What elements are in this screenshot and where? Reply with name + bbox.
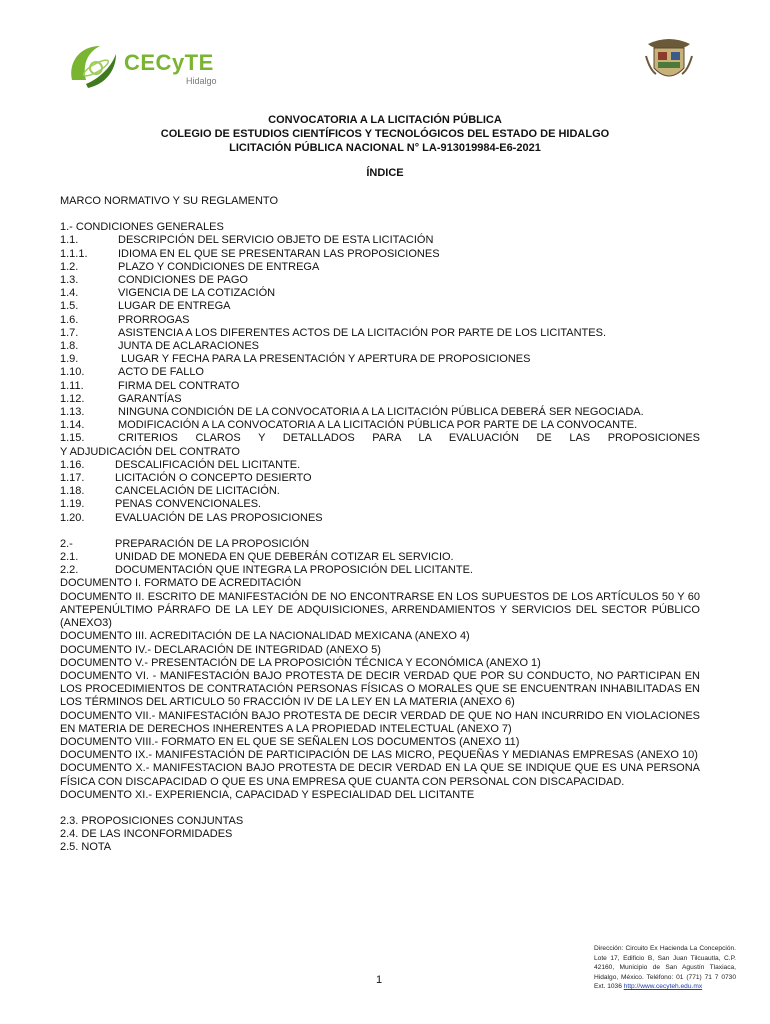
list-item: 2.4. DE LAS INCONFORMIDADES (60, 828, 233, 841)
item-text: NINGUNA CONDICIÓN DE LA CONVOCATORIA A LA LICITACIÓN PÚBLICA DEBERÁ SER NEGOCIADA. (118, 406, 644, 419)
page-number: 1 (376, 974, 383, 986)
item-text: LUGAR Y FECHA PARA LA PRESENTACIÓN Y APERTURA DE PROPOSICIONES (118, 353, 531, 366)
item-text: MODIFICACIÓN A LA CONVOCATORIA A LA LICITACIÓN PÚBLICA POR PARTE DE LA CONVOCANTE. (118, 419, 638, 432)
list-item-continuation: Y ADJUDICACIÓN DEL CONTRATO (60, 445, 240, 458)
item-text: FIRMA DEL CONTRATO (118, 379, 240, 392)
list-item (60, 327, 700, 340)
marco-normativo: MARCO NORMATIVO Y SU REGLAMENTO (60, 195, 278, 207)
list-item (60, 261, 700, 274)
list-item (60, 419, 700, 432)
item-text: DOCUMENTACIÓN QUE INTEGRA LA PROPOSICIÓN DEL LICITANTE. (115, 564, 473, 577)
item-text: PREPARACIÓN DE LA PROPOSICIÓN (115, 537, 310, 550)
document-item: DOCUMENTO VI. - MANIFESTACIÓN BAJO PROTESTA DE DECIR VERDAD QUE POR SU CONDUCTO, NO PARTICIPAN EN LOS PROCEDIMIENTOS DE CONTRATACIÓN PERSONAS FÍSICAS O MORALES QUE SE ENCUENTRAN INHABILITADAS EN LOS TÉRMINOS DEL ARTICULO 50 FRACCIÓN IV DE LA LEY EN LA MATERIA (ANEXO 6) (60, 669, 700, 709)
preparation-list (60, 538, 700, 578)
list-item (60, 300, 700, 313)
item-number: 1.19. (60, 498, 85, 511)
state-seal-icon (644, 36, 694, 90)
header-line-3: LICITACIÓN PÚBLICA NACIONAL N° LA-913019984-E6-2021 (229, 142, 541, 154)
item-number: 1.1.1. (60, 247, 88, 260)
document-item: DOCUMENTO X.- MANIFESTACION BAJO PROTESTA DE DECIR VERDAD EN LA QUE SE INDIQUE QUE ES UNA PERSONA FÍSICA CON DISCAPACIDAD O QUE ES UNA EMPRESA QUE CUANTA CON PERSONAL CON DISCAPACIDAD. (60, 762, 700, 788)
index-body (60, 195, 700, 855)
conditions-list-b (60, 459, 700, 525)
list-item (60, 472, 700, 485)
list-item (60, 551, 700, 564)
document-item: DOCUMENTO V.- PRESENTACIÓN DE LA PROPOSICIÓN TÉCNICA Y ECONÓMICA (ANEXO 1) (60, 656, 541, 669)
item-number: 1.8. (60, 340, 79, 353)
item-text: IDIOMA EN EL QUE SE PRESENTARAN LAS PROPOSICIONES (118, 247, 440, 260)
item-number: 2.2. (60, 564, 79, 577)
item-text: DESCRIPCIÓN DEL SERVICIO OBJETO DE ESTA LICITACIÓN (118, 234, 434, 247)
item-text: ASISTENCIA A LOS DIFERENTES ACTOS DE LA LICITACIÓN POR PARTE DE LOS LICITANTES. (118, 326, 607, 339)
document-item: DOCUMENTO IV.- DECLARACIÓN DE INTEGRIDAD (ANEXO 5) (60, 643, 381, 656)
item-number: 1.3. (60, 274, 79, 287)
list-item: 2.3. PROPOSICIONES CONJUNTAS (60, 814, 244, 827)
item-text: LICITACIÓN O CONCEPTO DESIERTO (115, 472, 312, 485)
list-item (60, 406, 700, 419)
final-list (60, 815, 700, 855)
list-item: 2.5. NOTA (60, 841, 112, 854)
conditions-list (60, 234, 700, 432)
document-item: DOCUMENTO VII.- MANIFESTACIÓN BAJO PROTESTA DE DECIR VERDAD DE QUE NO HAN INCURRIDO EN VIOLACIONES EN MATERIA DE DERECHOS INHERENTES A LA PROPIEDAD INTELECTUAL (ANEXO 7) (60, 709, 700, 735)
document-item: DOCUMENTO XI.- EXPERIENCIA, CAPACIDAD Y ESPECIALIDAD DEL LICITANTE (60, 788, 475, 801)
list-item (60, 485, 700, 498)
index-title: ÍNDICE (366, 167, 404, 179)
item-number: 1.18. (60, 485, 85, 498)
item-number: 1.7. (60, 326, 79, 339)
item-number: 1.16. (60, 458, 85, 471)
list-item (60, 287, 700, 300)
list-item (60, 512, 700, 525)
item-text: VIGENCIA DE LA COTIZACIÓN (118, 287, 276, 300)
item-number: 2.- (60, 537, 73, 550)
list-item (60, 353, 700, 366)
cecyte-logo (66, 40, 236, 92)
item-number: 2.1. (60, 551, 79, 564)
item-number: 1.17. (60, 472, 85, 485)
list-item (60, 314, 700, 327)
item-number: 1.4. (60, 287, 79, 300)
item-text: JUNTA DE ACLARACIONES (118, 340, 259, 353)
item-text: PLAZO Y CONDICIONES DE ENTREGA (118, 260, 320, 273)
item-text: DESCALIFICACIÓN DEL LICITANTE. (115, 458, 301, 471)
document-item: DOCUMENTO IX.- MANIFESTACIÓN DE PARTICIPACIÓN DE LAS MICRO, PEQUEÑAS Y MEDIANAS EMPRESAS (ANEXO 10) (60, 749, 698, 762)
item-number: 1.9. (60, 353, 79, 366)
list-item (60, 366, 700, 379)
document-header (60, 113, 710, 155)
item-text: LUGAR DE ENTREGA (118, 300, 231, 313)
item-text: ACTO DE FALLO (118, 366, 204, 379)
footer-address (594, 944, 736, 992)
item-number: 1.13. (60, 406, 85, 419)
list-item (60, 274, 700, 287)
address-text: Dirección: Circuito Ex Hacienda La Concepción. Lote 17, Edificio B, San Juan Tilcuautla, C.P. 42160, Municipio de San Agustín Tlaxiaca, Hidalgo, México. Teléfono: 01 (771) 71 7 0730 Ext. 1036 (594, 945, 736, 990)
item-number: 1.12. (60, 392, 85, 405)
documents-list (60, 577, 700, 801)
section-1-title: 1.- CONDICIONES GENERALES (60, 221, 224, 234)
item-text: CONDICIONES DE PAGO (118, 274, 248, 287)
list-item (60, 393, 700, 406)
item-text: PRORROGAS (118, 313, 190, 326)
document-item: DOCUMENTO VIII.- FORMATO EN EL QUE SE SEÑALEN LOS DOCUMENTOS (ANEXO 11) (60, 735, 520, 748)
item-number: 1.11. (60, 379, 84, 392)
item-number: 1.14. (60, 419, 85, 432)
list-item (60, 248, 700, 261)
item-number: 1.6. (60, 313, 79, 326)
website-link[interactable]: http://www.cecyteh.edu.mx (623, 983, 703, 990)
list-item (60, 234, 700, 247)
document-item: DOCUMENTO I. FORMATO DE ACREDITACIÓN (60, 577, 302, 590)
document-item: DOCUMENTO III. ACREDITACIÓN DE LA NACIONALIDAD MEXICANA (ANEXO 4) (60, 630, 470, 643)
item-number: 1.20. (60, 511, 85, 524)
item-text: UNIDAD DE MONEDA EN QUE DEBERÁN COTIZAR EL SERVICIO. (115, 551, 454, 564)
list-item (60, 538, 700, 551)
header-line-1: CONVOCATORIA A LA LICITACIÓN PÚBLICA (268, 114, 502, 126)
logo-wordmark: CECyTE (124, 50, 214, 75)
list-item: 1.15. CRITERIOS CLAROS Y DETALLADOS PARA LA EVALUACIÓN DE LAS PROPOSICIONES (60, 432, 700, 445)
header-line-2: COLEGIO DE ESTUDIOS CIENTÍFICOS Y TECNOLÓGICOS DEL ESTADO DE HIDALGO (160, 128, 610, 140)
document-item: DOCUMENTO II. ESCRITO DE MANIFESTACIÓN DE NO ENCONTRARSE EN LOS SUPUESTOS DE LOS ARTÍCULOS 50 Y 60 ANTEPENÚLTIMO PÁRRAFO DE LA LEY DE ADQUISICIONES, ARRENDAMIENTOS Y SERVICIOS DEL SECTOR PÚBLICO (ANEXO3) (60, 590, 700, 630)
item-text: CANCELACIÓN DE LICITACIÓN. (115, 485, 280, 498)
item-number: 1.2. (60, 260, 79, 273)
logo-subtitle: Hidalgo (186, 76, 217, 86)
item-number: 1.5. (60, 300, 79, 313)
item-number: 1.1. (60, 234, 79, 247)
list-item (60, 340, 700, 353)
item-text: EVALUACIÓN DE LAS PROPOSICIONES (115, 511, 323, 524)
list-item (60, 380, 700, 393)
list-item (60, 459, 700, 472)
cecyte-emblem-icon (66, 40, 126, 92)
item-text: PENAS CONVENCIONALES. (115, 498, 262, 511)
item-number: 1.10. (60, 366, 85, 379)
item-text: GARANTÍAS (118, 392, 182, 405)
list-item (60, 498, 700, 511)
list-item (60, 564, 700, 577)
